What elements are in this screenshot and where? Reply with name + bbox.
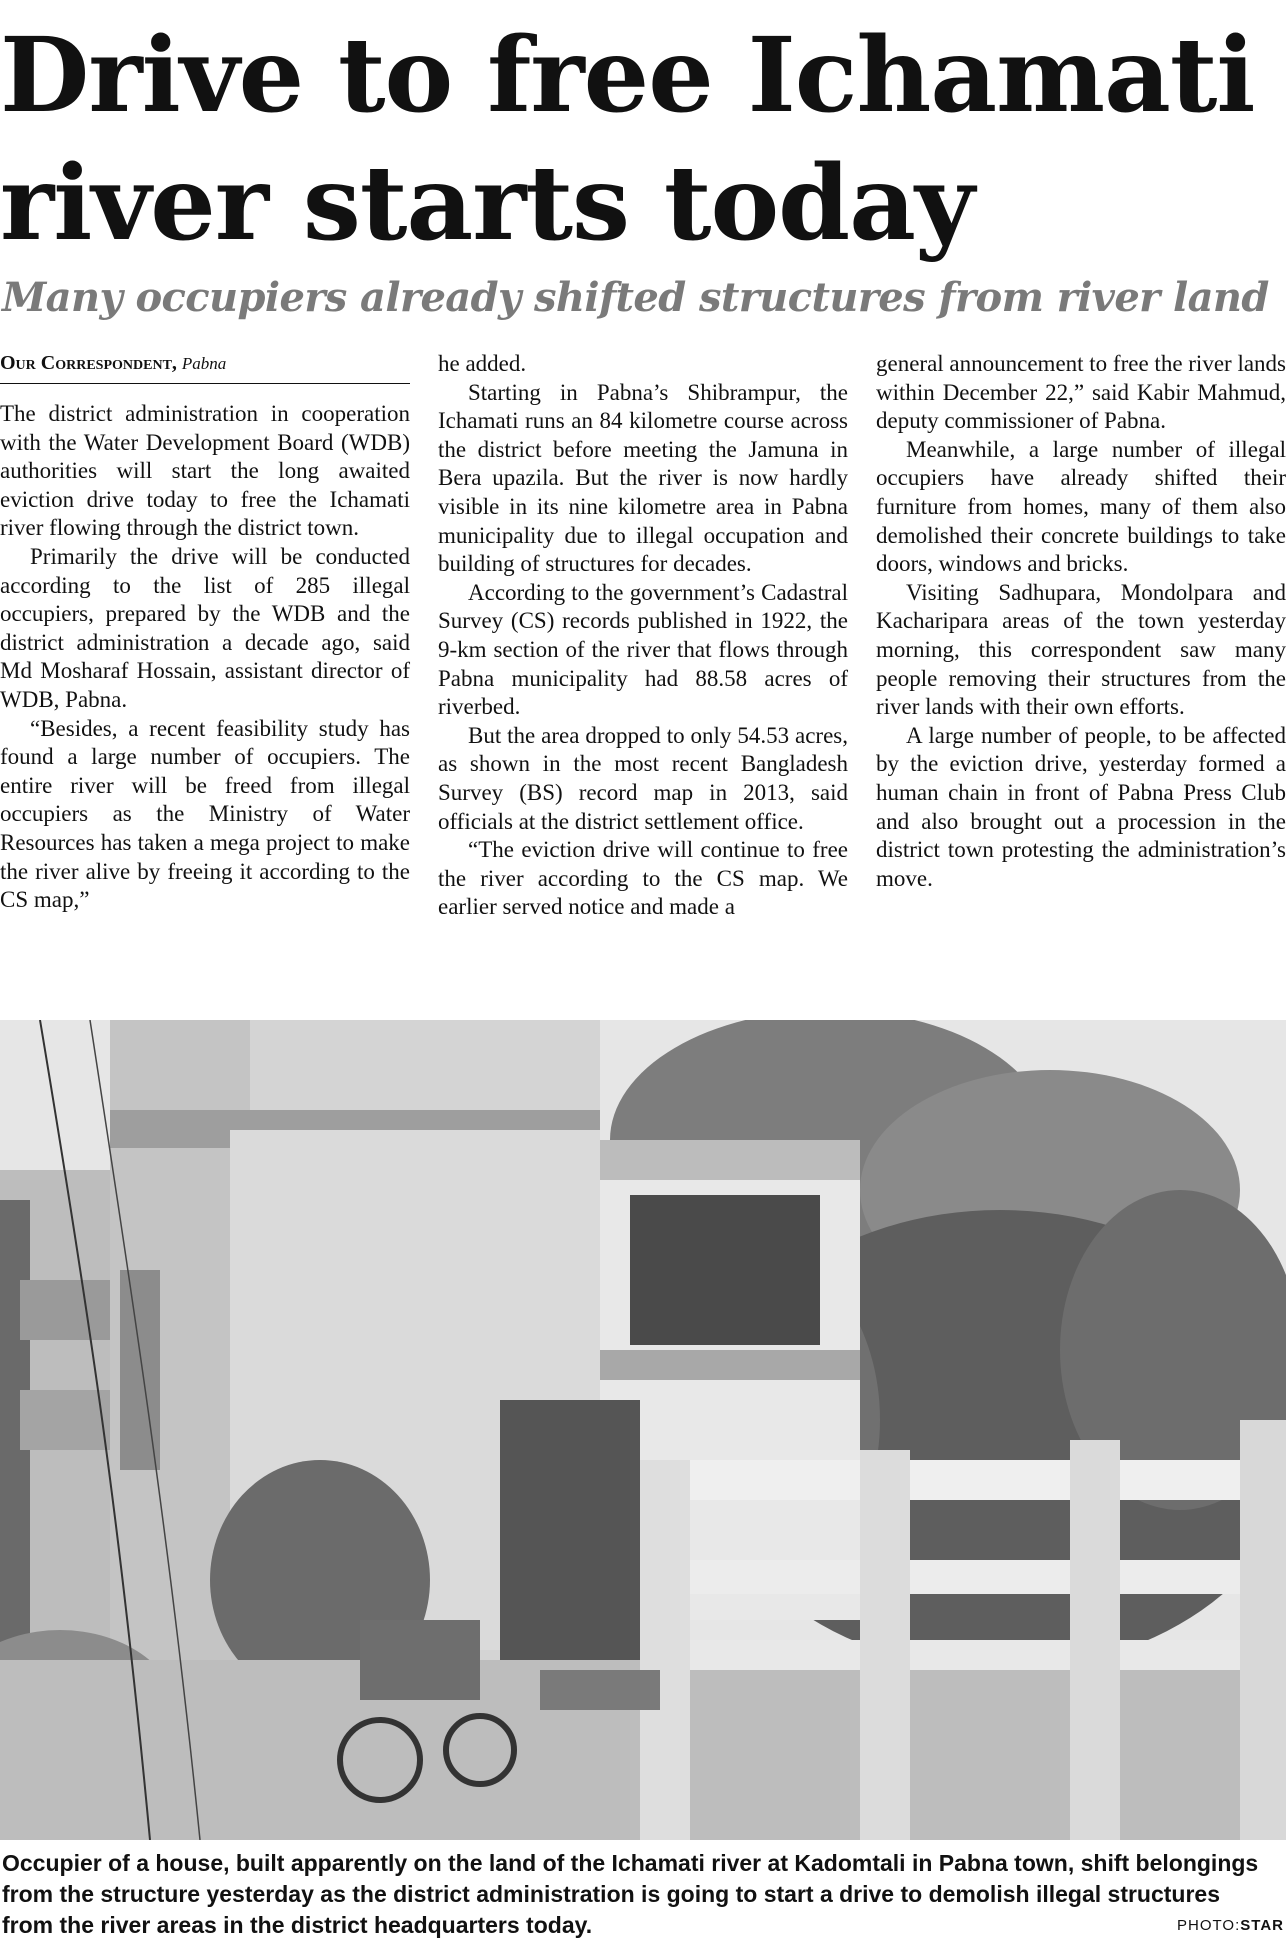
paragraph: Meanwhile, a large number of illegal occupiers have already shifted their furniture from homes, many of them also demolished their concrete buildings to take doors, windows and bricks.	[876, 436, 1286, 577]
paragraph: he added.	[438, 351, 527, 376]
paragraph: A large number of people, to be affected by the eviction drive, yesterday formed a human chain in front of Pabna Press Club and also brought out a procession in the district town protesting the administration’s move.	[876, 722, 1286, 891]
article-column-3	[876, 350, 1286, 893]
byline-author: Our Correspondent,	[0, 352, 177, 374]
headline-line-2: river starts today	[0, 143, 974, 264]
paragraph: Primarily the drive will be conducted according to the list of 285 illegal occupiers, prepared by the WDB and the district administration a decade ago, said Md Mosharaf Hossain, assistant director of WDB, Pabna.	[0, 543, 410, 712]
photo-credit-label: PHOTO:	[1177, 1917, 1241, 1934]
paragraph: The district administration in cooperation with the Water Development Board (WDB) authorities will start the long awaited eviction drive today to free the Ichamati river flowing through the district town.	[0, 401, 410, 541]
byline-place: Pabna	[181, 354, 227, 373]
headline-line-1: Drive to free Ichamati	[0, 15, 1255, 136]
paragraph: Visiting Sadhupara, Mondolpara and Kacharipara areas of the town yesterday morning, this correspondent saw many people removing their structures from the river lands with their own efforts.	[876, 579, 1286, 720]
paragraph: According to the government’s Cadastral Survey (CS) records published in 1922, the 9-km section of the river that flows through Pabna municipality had 88.58 acres of riverbed.	[438, 579, 848, 720]
article-column-1	[0, 350, 410, 915]
paragraph: But the area dropped to only 54.53 acres, as shown in the most recent Bangladesh Survey (BS) record map in 2013, said officials at the district settlement office.	[438, 722, 848, 834]
byline	[0, 350, 410, 384]
paragraph: “The eviction drive will continue to free the river according to the CS map. We earlier served notice and made a	[438, 837, 848, 920]
house-photo-illustration	[0, 1020, 1286, 1840]
photo-credit-source: STAR	[1240, 1917, 1284, 1934]
paragraph: “Besides, a recent feasibility study has found a large number of occupiers. The entire river will be freed from illegal occupiers as the Ministry of Water Resources has taken a mega project to make the river alive by freeing it according to the CS map,”	[0, 715, 410, 913]
news-photo	[0, 1020, 1286, 1840]
headline	[0, 12, 1286, 268]
paragraph: general announcement to free the river lands within December 22,” said Kabir Mahmud, deputy commissioner of Pabna.	[876, 351, 1286, 434]
photo-credit	[1177, 1914, 1284, 1938]
paragraph: Starting in Pabna’s Shibrampur, the Ichamati runs an 84 kilometre course across the district before meeting the Jamuna in Bera upazila. But the river is now hardly visible in its nine kilometre area in Pabna municipality due to illegal occupation and building of structures for decades.	[438, 379, 848, 577]
subheadline: Many occupiers already shifted structures from river land	[2, 274, 1269, 321]
article-column-2	[438, 350, 848, 922]
photo-caption: Occupier of a house, built apparently on the land of the Ichamati river at Kadomtali in Pabna town, shift belongings from the structure yesterday as the district administration is going to start a drive to demolish illegal structures from the river areas in the district headquarters today.	[2, 1850, 1259, 1938]
